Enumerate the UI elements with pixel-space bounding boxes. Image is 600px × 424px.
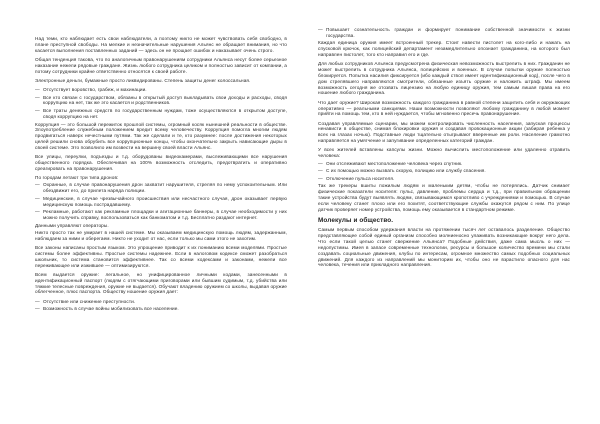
bullet-dash-icon: — — [35, 306, 40, 312]
bullet-dash-icon: — — [35, 195, 40, 201]
bullet-text: Все траты денежных средств по государственным нуждам, тоже осуществляются в открытом доступе, сводя коррупцию на нет. — [43, 108, 287, 119]
bullet-item — [318, 168, 570, 174]
bullet-item — [35, 87, 287, 93]
bullet-dash-icon: — — [35, 108, 40, 114]
paragraph: Над теми, кто наблюдает есть свои наблюдатели, а поэтому никто не может чувствовать себя свободно, в плане преступной свободы. На мелкие и незначительные нарушения Альянс не обращает внимания, но что касается выполнения поставленных заданий — здесь он не прощает ошибок и наказывает очень строго. — [35, 36, 287, 53]
paragraph: Каждая единица оружия имеет встроенный трекер. Стоит навести пистолет на кого-либо и нажать на спусковой крючок, как полицейский департамент незамедлительно опознает гражданина, на которого был направлен пистолет, того кто направил его и где. — [318, 40, 570, 58]
bullet-text: Отсутствие или снижение преступности. — [43, 298, 136, 304]
bullet-text: Они отслеживают местоположение человека через спутник. — [326, 160, 463, 166]
bullet-dash-icon: — — [35, 209, 40, 215]
bullet-item — [35, 306, 287, 312]
paragraph: Никто просто так не умирает в нашей системе. Мы оказываем медицинскую помощь людям, задержанным, наблюдаем за ними и оберегаем. Никто не уходит от нас, если только мы сами этого не захотим. — [35, 230, 287, 241]
bullet-item — [35, 95, 287, 107]
right-column — [318, 27, 570, 408]
bullet-dash-icon: — — [35, 298, 40, 304]
bullet-item — [35, 209, 287, 221]
bullet-item — [35, 182, 287, 194]
paragraph: Все улицы, переулки, подъезды и т.д. оборудованы видеокамерами, выслеживающими все нарушения общественного порядка. Обеспечивая на 100% возможность отследить, предотвратить и оперативно среагировать на правонарушения. — [35, 154, 287, 171]
bullet-text: Медицинские, в случае чрезвычайного происшествия или несчастного случая, дрон оказывает первую медицинскую помощь пострадавшему. — [43, 195, 287, 207]
bullet-text: Возможность в случае войны мобилизовать все население. — [43, 306, 179, 312]
bullet-dash-icon: — — [318, 160, 323, 166]
bullet-text: Охранные, в случае правонарушения дрон захватит нарушителя, стреляя по нему успокоительным. Или обездвижит его, до прилета наряда полиции. — [43, 182, 287, 194]
left-column — [35, 36, 287, 408]
bullet-dash-icon: — — [318, 175, 323, 181]
paragraph: Так же трекеры вшиты пожилым людям и маленьким детям, чтобы не потерялись. Датчик снимает физические показатели носителя: пульс, давление, проблемы сердца и т.д., при правильном обращении такие устройства будут выявлять людям, связывающимся кропотливо с учреждениями и помощью. В случае если человеку станет плохо или его похитят, соответствующие службы окажутся рядом с ним. По улице датчик проверяет номер устройства, помощь ему оказывается в стандартном режиме. — [318, 183, 570, 212]
bullet-item — [318, 176, 570, 182]
bullet-item — [35, 108, 287, 120]
bullet-text: Рекламные, работают как рекламные площадки и агитационные баннеры, в случае необходимости у них можно получить справку, воспользоваться как банкоматом и т.д. Бесплатно раздают интернет. — [43, 209, 287, 221]
lead-line: По городам летают три типа дронов: — [35, 174, 119, 180]
section-heading: Молекулы и общество. — [318, 216, 394, 224]
bullet-dash-icon: — — [35, 94, 40, 100]
bullet-text: Отсутствует воровство, грабеж, и махинации. — [43, 86, 147, 92]
paragraph: Самым первым способом удержания власти на протяжении тысяч лет оставалось разделение. Общество представляющее собой единый организм способно молниеносно улаживать возникающие вокруг него дела. Что если такой целью станет свержение Альянса? Подобные действия, даже сама мысль о них — недопустимы. Имея в запасе современные технологии, ресурсы и большое количество времени мы стали создавать социальные движения, клубы по интересам, огромное множество самых подобных социальных движений. Для каждого из направлений мы мониторим их, чтобы оно не взрастило опасного для нас человека, течения или прикладного направления. — [318, 227, 570, 268]
bullet-dash-icon: — — [35, 86, 40, 92]
bullet-text: С их помощью можно вызвать скорую, полицию или службу спасения. — [326, 168, 486, 174]
paragraph: Электронные деньги, бумажные просто ликвидированы. Степень защиты денег колоссальная. — [35, 77, 251, 83]
lead-line: У всех жителей вставлены капсулы жизни. Можно вычислить местоположение или удаленно отравить человека: — [318, 147, 570, 159]
bullet-item — [318, 161, 570, 167]
bullet-text: Все кто связан с государством, обязаны в открытый доступ выкладывать свои доходы и расходы, сводя коррупцию на нет, так же это касается и родственников. — [43, 94, 287, 106]
bullet-text: Повышает сознательность граждан и формирует понимание собственной значимости к жизни государства. — [326, 27, 570, 38]
paragraph: Для любых сотрудников Альянса предусмотрена физическая невозможность выстрелить в них. Гражданин не может выстрелить в сотрудника Альянса, полицейских и военных. В случае попытки оружие полностью блокируется. Попытка насилия фиксируется (ибо каждый ствол имеет идентификационный код), после чего в дом стрелявшего направляются смотрители, обязанные изъять оружие и наложить штраф. Мы имеем возможность сегодня же отозвать лицензию на любую единицу оружия, тем самым лишая права на его ношение любого гражданина. — [318, 61, 570, 96]
paragraph: Создавая управляемые сценарии, мы можем контролировать численность населения, запуская процессы ненависти в обществе, снимая блокировки оружия и создавая провокационные акции (забирая ребенка у всех на глазах ночью). Подставные люди тщательно отыгрывают вверенные им роли. Население грамотно направляется на умягчение и запугивание определенных категорий граждан. — [318, 120, 570, 144]
lead-line: Данными управляют операторы. — [35, 222, 109, 228]
bullet-text: Отключение пульса носителя. — [326, 175, 395, 181]
paragraph: Все законы написаны простым языком. Это упрощение приводит к их пониманию всеми моделями. Простые системы более эффективны. Простые системы надежнее. Если в налоговом кодексе сможет разобраться школьник, то система становится эффективнее. Так со всеми кодексами и законами, нежели все переживающее или изжившее — оптимизируются. — [35, 245, 287, 268]
paragraph: Общая тенденция такова, что по аналогичным правонарушениям сотрудники Альянса несут более серьезное наказание нежели рядовые граждане. Жизнь любого сотрудника целиком и полностью зависит от компании, а потому сотрудники крайне ответственно относятся к своей работе. — [35, 56, 287, 74]
bullet-item — [35, 299, 287, 305]
bullet-item — [35, 196, 287, 208]
bullet-item — [318, 27, 570, 39]
bullet-dash-icon: — — [35, 182, 40, 188]
paragraph: Что дает оружие? Широкая возможность каждого гражданина в равной степени защитить себя и окружающих оперативно — реальными санкциями. Наши возможности позволяют любому гражданину в любой момент прийти на помощь тем, кто в ней нуждается, чтобы мгновенно пресечь правонарушение. — [318, 99, 570, 117]
paragraph: Коррупция — это большой пережиток прошлой системы, огромный косяк нынешней реальности в обществе. Злоупотребление служебным положением вредит всему человечеству. Коррупция помогла многим людям продвигаться наверх нечестными путями. Так же сделали и те, кто разумнее: после достижения некоторых целей решили снова обрубить все коррупционные концы, чтобы окончательно закрыть нависающие дыры в своей системе. Это позволило им возвести на вершину своей власти Альянс. — [35, 121, 287, 150]
bullet-dash-icon: — — [318, 27, 323, 32]
paragraph: Всем выдается оружие: легальное, но унифицированное личными кодами, занесенными в идентификационный паспорт (людям с отягчающими приговорами или бывшим судимым, т.д. убийства или тяжкие телесные повреждения, оружие не выдается). Обучают владению оружием со школы, выдавая оружие облегченное, плюс паспорта. Обществу ношение оружия дает: — [35, 271, 287, 295]
bullet-dash-icon: — — [318, 168, 323, 174]
